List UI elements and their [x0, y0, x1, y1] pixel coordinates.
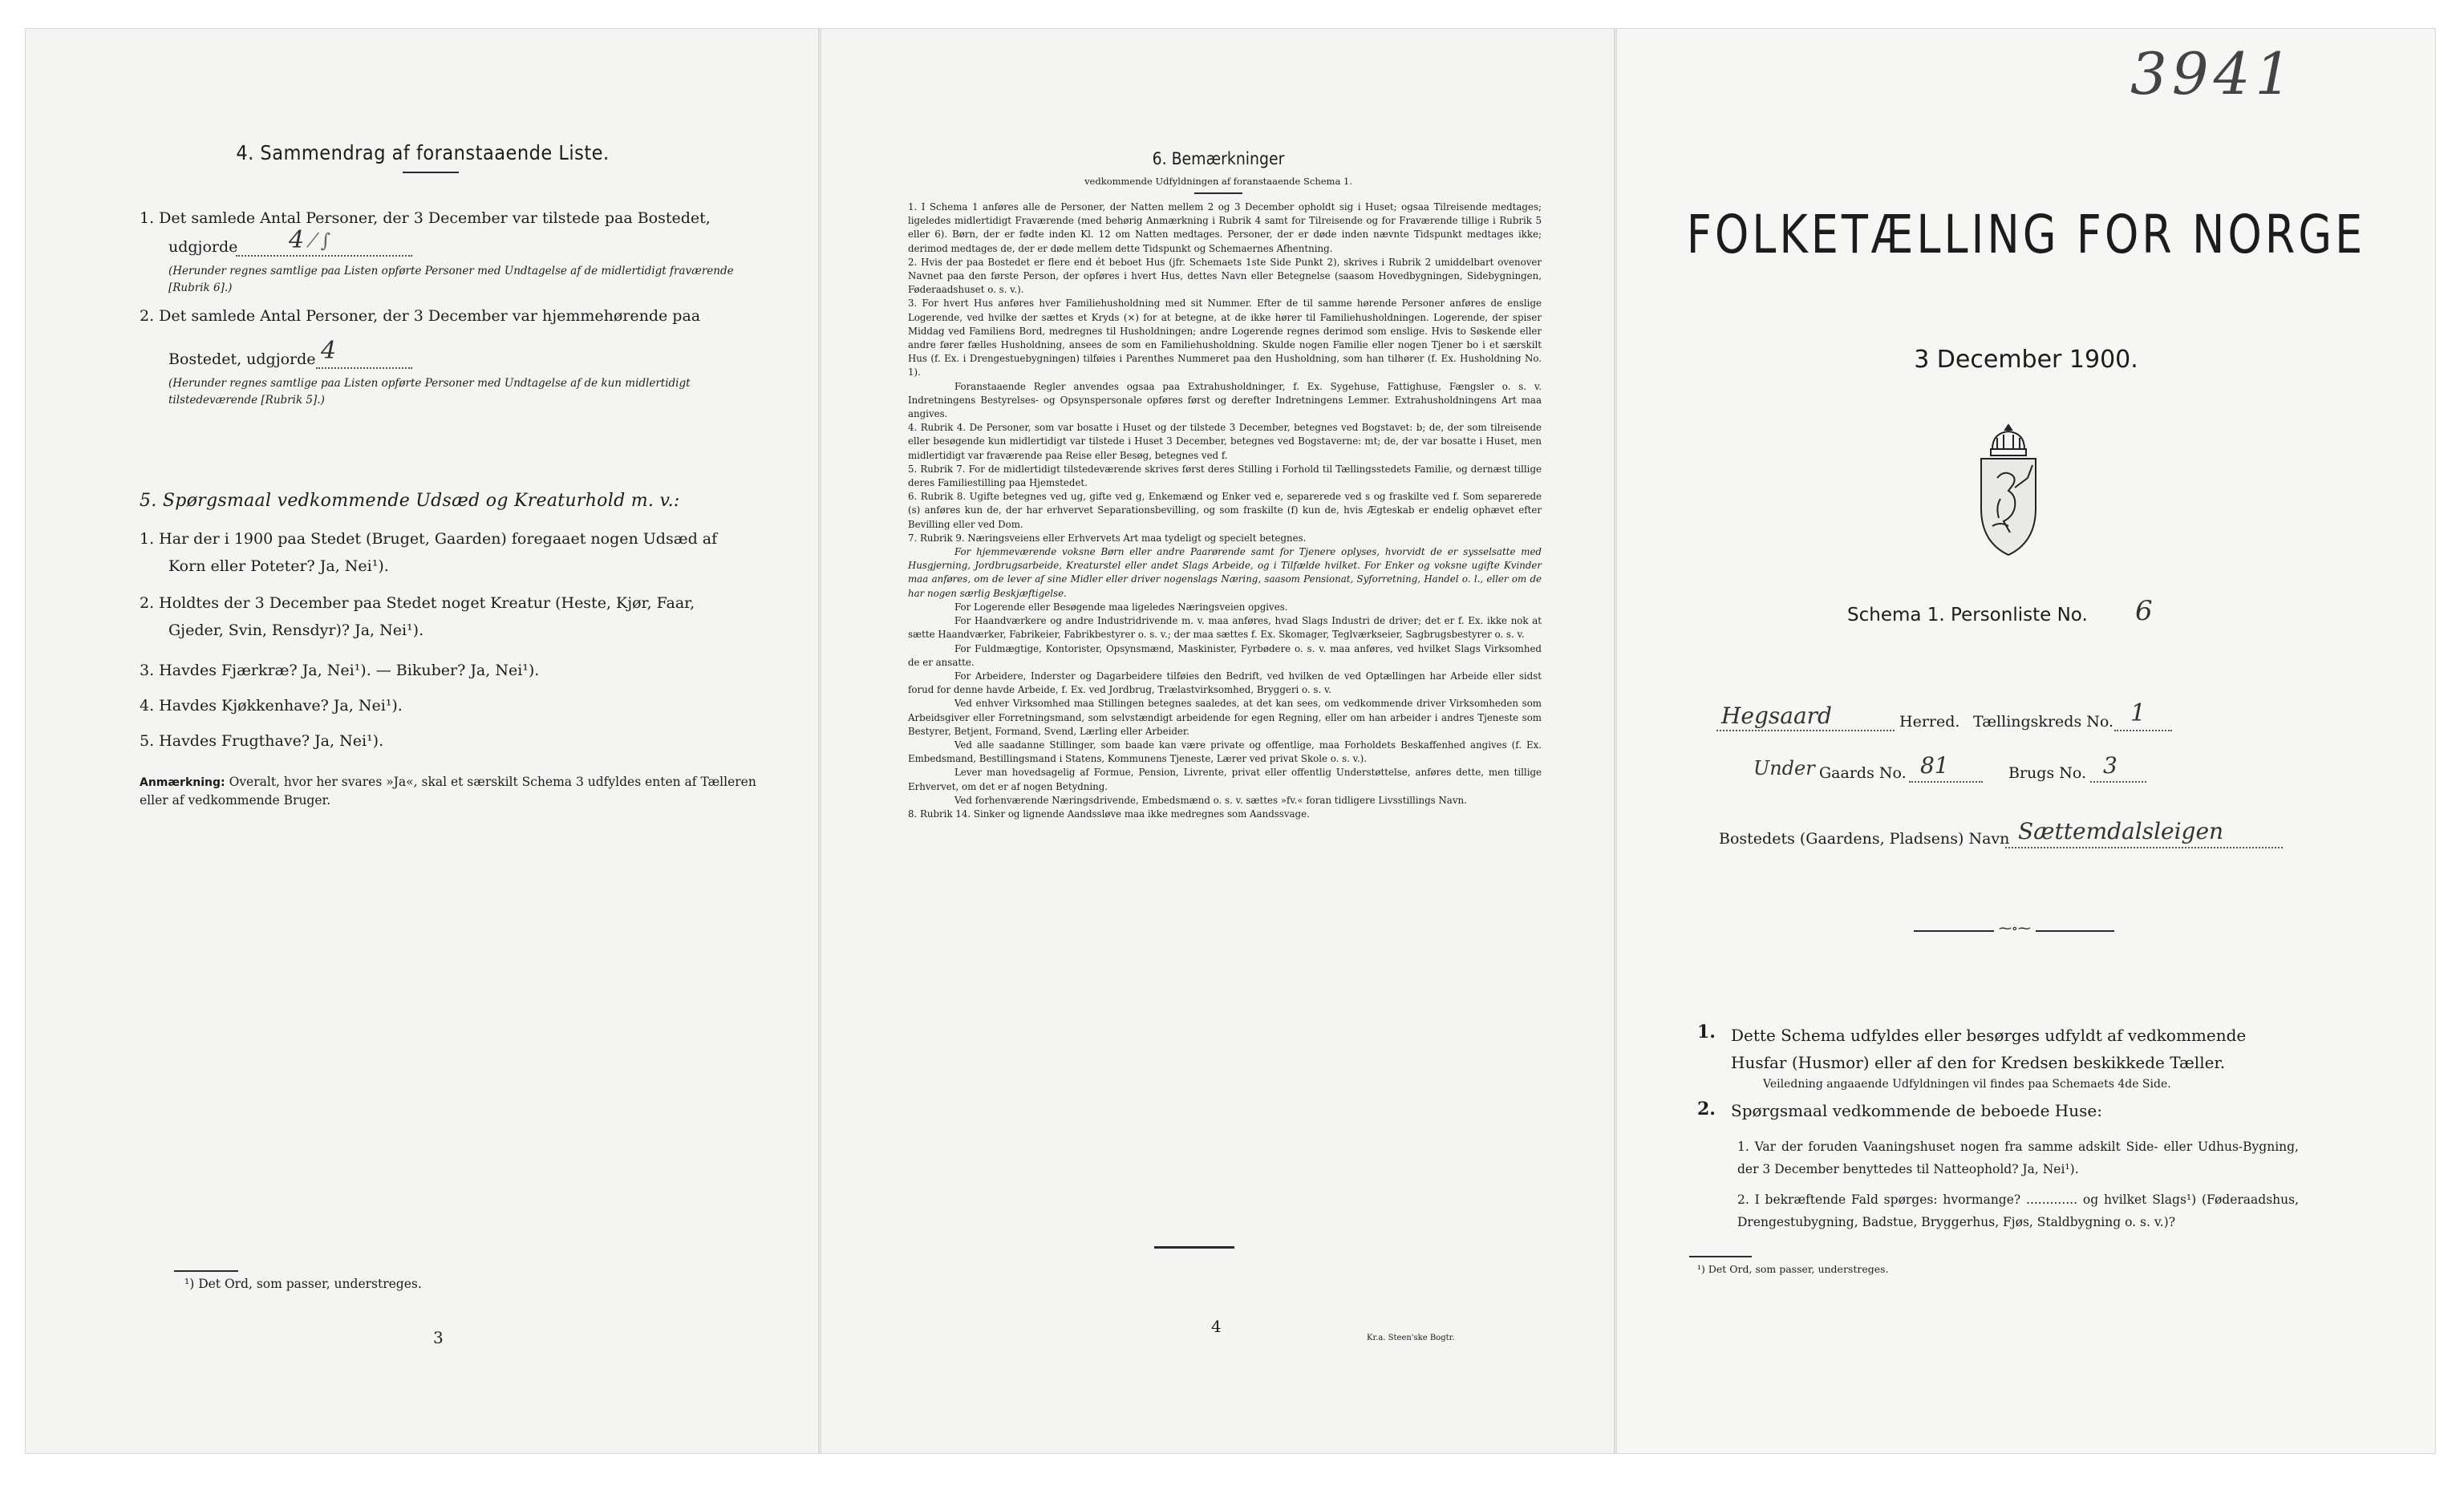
section-5-title: 5. Spørgsmaal vedkommende Udsæd og Kreaturhold m. v.: — [140, 491, 680, 511]
gaards-number: 81 — [1920, 752, 1949, 779]
remark-paragraph: For Logerende eller Besøgende maa ligeledes Næringsveien opgives. — [954, 601, 1288, 613]
question-3: 3. Havdes Fjærkræ? Ja, Nei¹). — Bikuber? Ja, Nei¹). — [140, 662, 540, 679]
bemaerkninger-title: 6. Bemærkninger — [1152, 149, 1285, 168]
house-question-2: 2. I bekræftende Fald spørges: hvormange? ............. og hvilket Slags¹) (Føderaadshus, Drengestubygning, Badstue, Bryggerhus, Fjøs, Staldbygning o. s. v.)? — [1737, 1192, 2299, 1229]
kreds-label: Tællingskreds No. — [1973, 713, 2113, 731]
remark-paragraph: 6. Rubrik 8. Ugifte betegnes ved ug, gifte ved g, Enkemænd og Enker ved e, separerede ved s og fraskilte ved f. Som separerede (s) anføres kun de, der har erhvervet Separationsbevilling, og som fraskilte (f) kun de, hvis Ægteskab er endelig ophævet efter Bevilling eller ved Dom. — [908, 491, 1542, 530]
remark-paragraph: Foranstaaende Regler anvendes ogsaa paa Extrahusholdninger, f. Ex. Sygehuse, Fattighuse, Fængsler o. s. v. Indretningens Bestyrelses- og Opsynspersonale opføres først og derefter Indretningens Lemmer. Extrahusholdningens Art maa angives. — [908, 380, 1542, 420]
bosted-dotline — [2005, 847, 2283, 848]
page-number: 4 — [1211, 1317, 1222, 1336]
anmaerkning-text: Overalt, hvor her svares »Ja«, skal et særskilt Schema 3 udfyldes enten af Tælleren eller af vedkommende Bruger. — [140, 775, 756, 808]
page-number: 3 — [433, 1328, 444, 1347]
instruction-2-number: 2. — [1697, 1099, 1716, 1119]
item-1-text: 1. Det samlede Antal Personer, der 3 December var tilstede paa Bostedet, — [140, 209, 711, 227]
brugs-number: 3 — [2103, 752, 2118, 779]
bosted-label: Bostedets (Gaardens, Pladsens) Navn — [1719, 830, 2010, 848]
item-2-text: 2. Det samlede Antal Personer, der 3 December var hjemmehørende paa — [140, 307, 701, 325]
footnote: ¹) Det Ord, som passer, understreges. — [1697, 1263, 1889, 1275]
end-rule — [1154, 1246, 1234, 1249]
title-divider — [403, 172, 459, 173]
remark-paragraph: Ved forhenværende Næringsdrivende, Embedsmænd o. s. v. sættes »fv.« foran tidligere Livsstillings Navn. — [954, 794, 1467, 806]
footnote: ¹) Det Ord, som passer, understreges. — [184, 1277, 422, 1291]
item-1-label: udgjorde — [168, 238, 238, 256]
instruction-1-number: 1. — [1697, 1022, 1716, 1043]
herred-label: Herred. — [1899, 713, 1960, 731]
remark-paragraph: 2. Hvis der paa Bostedet er flere end ét beboet Hus (jfr. Schemaets 1ste Side Punkt 2), skrives i Rubrik 2 umiddelbart ovenover Navnet paa den første Person, der opføres i hvert Hus, dettes Navn eller Betegnelse (saasom Hovedbygningen, Sidebygningen, Føderaadshuset o. s. v.). — [908, 256, 1542, 296]
herred-value: Hegsaard — [1721, 702, 1832, 729]
gaards-label: Gaards No. — [1819, 764, 1907, 782]
house-question-1: 1. Var der foruden Vaaningshuset nogen fra samme adskilt Side- eller Udhus-Bygning, der 3 December benyttedes til Natteophold? Ja, Nei¹). — [1737, 1140, 2299, 1176]
item-2-dotline — [316, 367, 412, 369]
norway-lion-coat-of-arms-icon — [1968, 422, 2049, 558]
remark-paragraph: Lever man hovedsagelig af Formue, Pension, Livrente, privat eller offentlig Understøttelse, anføres dette, men tillige Erhvervet, om det er af nogen Betydning. — [908, 767, 1542, 792]
question-4: 4. Havdes Kjøkkenhave? Ja, Nei¹). — [140, 697, 403, 715]
page-left — [26, 29, 820, 1453]
item-1-scribble: ⁄ ∫ — [311, 229, 331, 252]
under-value: Under — [1753, 757, 1815, 779]
section-4-title: 4. Sammendrag af foranstaaende Liste. — [236, 141, 610, 164]
question-2-answer: Gjeder, Svin, Rensdyr)? Ja, Nei¹). — [168, 621, 424, 639]
item-2-label: Bostedet, udgjorde — [168, 350, 316, 368]
instruction-1-note: Veiledning angaaende Udfyldningen vil findes paa Schemaets 4de Side. — [1763, 1078, 2171, 1091]
remark-paragraph: 4. Rubrik 4. De Personer, som var bosatte i Huset og der tilstede 3 December, betegnes ved Bogstavet: b; de, der som tilreisende eller besøgende kun midlertidigt var tilstede i Huset 3 December, betegnes ved Bogstaverne: mt; de, der var bosatte i Huset, men midlertidigt var fraværende paa Reise eller Besøg, betegnes ved f. — [908, 422, 1542, 461]
kreds-dotline — [2114, 730, 2172, 731]
item-1-dotline — [236, 255, 412, 257]
ornament-icon: ⁓∘⁓ — [1994, 921, 2036, 936]
remark-paragraph: 7. Rubrik 9. Næringsveiens eller Erhvervets Art maa tydeligt og specielt betegnes. — [908, 532, 1307, 544]
subtitle-divider — [1194, 192, 1242, 194]
remark-paragraph: Ved alle saadanne Stillinger, som baade kan være private og offentlige, maa Forholdets Beskaffenhed angives (f. Ex. Embedsmand, Bestillingsmand i Statens, Kommunens Tjeneste, Lærer ved privat Skole o. s. v.). — [908, 739, 1542, 765]
question-5: 5. Havdes Frugthave? Ja, Nei¹). — [140, 732, 384, 750]
personliste-number: 6 — [2135, 595, 2153, 627]
kreds-number: 1 — [2130, 699, 2146, 727]
instruction-1: Dette Schema udfyldes eller besørges udfyldt af vedkommende Husfar (Husmor) eller af den for Kredsen beskikkede Tæller. — [1731, 1026, 2247, 1072]
remark-paragraph: For Haandværkere og andre Industridrivende m. v. maa anføres, hvad Slags Industri de driver; det er f. Ex. ikke nok at sætte Haandværker, Fabrikeier, Fabrikbestyrer o. s. v.; der maa sættes f. Ex. Skomager, Teglværkseier, Sagbrugsbestyrer o. s. v. — [908, 615, 1542, 641]
bemaerkninger-subtitle: vedkommende Udfyldningen af foranstaaende Schema 1. — [1084, 176, 1352, 187]
question-1: 1. Har der i 1900 paa Stedet (Bruget, Gaarden) foregaaet nogen Udsæd af — [140, 530, 718, 548]
item-2-note: (Herunder regnes samtlige paa Listen opførte Personer med Undtagelse af de kun midlertidigt tilstedeværende [Rubrik 5].) — [168, 377, 691, 407]
herred-dotline — [1716, 730, 1895, 731]
remark-paragraph: 3. For hvert Hus anføres hver Familiehusholdning med sit Nummer. Efter de til samme hørende Personer anføres de enslige Logerende, ved hvilke der sættes et Kryds (×) for at betegne, at de ikke hører til Familiehusholdningen. Logerende, der spiser Middag ved Familiens Bord, medregnes til Husholdningen; andre Logerende regnes derimod som enslige. Hvis to Søskende eller andre fører fælles Husholdning, ansees de som en Familiehusholdning. Skulde nogen Familie eller nogen Tjener bo i et særskilt Hus (f. Ex. i Drengestuebygningen) tilføies i Parenthes Nummeret paa den Husholdning, som han tilhører (f. Ex. Husholdning No. 1). — [908, 298, 1542, 379]
item-1-value: 4 — [289, 226, 305, 254]
bemaerkninger-body — [908, 200, 1542, 821]
page-middle — [821, 29, 1615, 1453]
gaards-dotline — [1909, 781, 1983, 783]
brugs-label: Brugs No. — [2008, 764, 2087, 782]
footnote-rule — [174, 1270, 238, 1272]
printer-imprint: Kr.a. Steen'ske Bogtr. — [1367, 1334, 1455, 1342]
page-right — [1617, 29, 2435, 1453]
remark-paragraph: Ved enhver Virksomhed maa Stillingen betegnes saaledes, at det kan sees, om vedkommende driver Virksomheden som Arbeidsgiver eller Forretningsmand, som selvstændigt arbeidende for egen Regning, eller om han arbeider i andres Tjeneste som Bestyrer, Betjent, Formand, Svend, Lærling eller Arbeider. — [908, 698, 1542, 737]
question-2: 2. Holdtes der 3 December paa Stedet noget Kreatur (Heste, Kjør, Faar, — [140, 594, 695, 612]
remark-paragraph: 5. Rubrik 7. For de midlertidigt tilstedeværende skrives først deres Stilling i Forhold til Tællingsstedets Familie, og dernæst tillige deres Familiestilling paa Hjemstedet. — [908, 463, 1542, 489]
remark-paragraph: 8. Rubrik 14. Sinker og lignende Aandssløve maa ikke medregnes som Aandssvage. — [908, 808, 1310, 820]
archive-number: 3941 — [2130, 40, 2297, 107]
item-2-value: 4 — [321, 337, 337, 365]
bosted-value: Sættemdalsleigen — [2018, 818, 2224, 844]
remark-paragraph: For hjemmeværende voksne Børn eller andre Paarørende samt for Tjenere oplyses, hvorvidt de er sysselsatte med Husgjerning, Jordbrugsarbeide, Kreaturstel eller andet Slags Arbeide, og i Tilfælde hvilket. For Enker og voksne ugifte Kvinder maa anføres, om de lever af sine Midler eller driver nogenslags Næring, saasom Pensionat, Syforretning, Handel o. l., eller om de har nogen særlig Beskjæftigelse. — [908, 546, 1542, 599]
census-title: FOLKETÆLLING FOR NORGE — [1686, 204, 2366, 266]
census-date: 3 December 1900. — [1914, 346, 2138, 374]
item-1-note: (Herunder regnes samtlige paa Listen opførte Personer med Undtagelse af de midlertidigt fraværende [Rubrik 6].) — [168, 265, 734, 294]
schema-label: Schema 1. Personliste No. — [1847, 605, 2088, 626]
anmaerkning-label: Anmærkning: — [140, 776, 225, 789]
brugs-dotline — [2090, 781, 2146, 783]
remark-paragraph: 1. I Schema 1 anføres alle de Personer, der Natten mellem 2 og 3 December opholdt sig i Huset; ogsaa Tilreisende medtages; ligeledes midlertidigt Fraværende (med behørig Anmærkning i Rubrik 4 samt for Tilreisende og for Fraværende tillige i Rubrik 5 eller 6). Børn, der er fødte inden Kl. 12 om Natten medtages. Personer, der er døde inden nævnte Tidspunkt medtages ikke; derimod medtages de, der er døde mellem dette Tidspunkt og Schemaernes Afhentning. — [908, 201, 1542, 254]
remark-paragraph: For Fuldmægtige, Kontorister, Opsynsmænd, Maskinister, Fyrbødere o. s. v. maa anføres, ved hvilket Slags Virksomhed de er ansatte. — [908, 642, 1542, 668]
anmaerkning — [140, 773, 781, 809]
remark-paragraph: For Arbeidere, Inderster og Dagarbeidere tilføies den Bedrift, ved hvilken de ved Optællingen har Arbeide eller sidst forud for denne havde Arbeide, f. Ex. ved Jordbrug, Trælastvirksomhed, Bryggeri o. s. v. — [908, 670, 1542, 696]
question-1-answer: Korn eller Poteter? Ja, Nei¹). — [168, 557, 389, 575]
instruction-2: Spørgsmaal vedkommende de beboede Huse: — [1731, 1101, 2102, 1120]
footnote-rule — [1689, 1256, 1752, 1257]
